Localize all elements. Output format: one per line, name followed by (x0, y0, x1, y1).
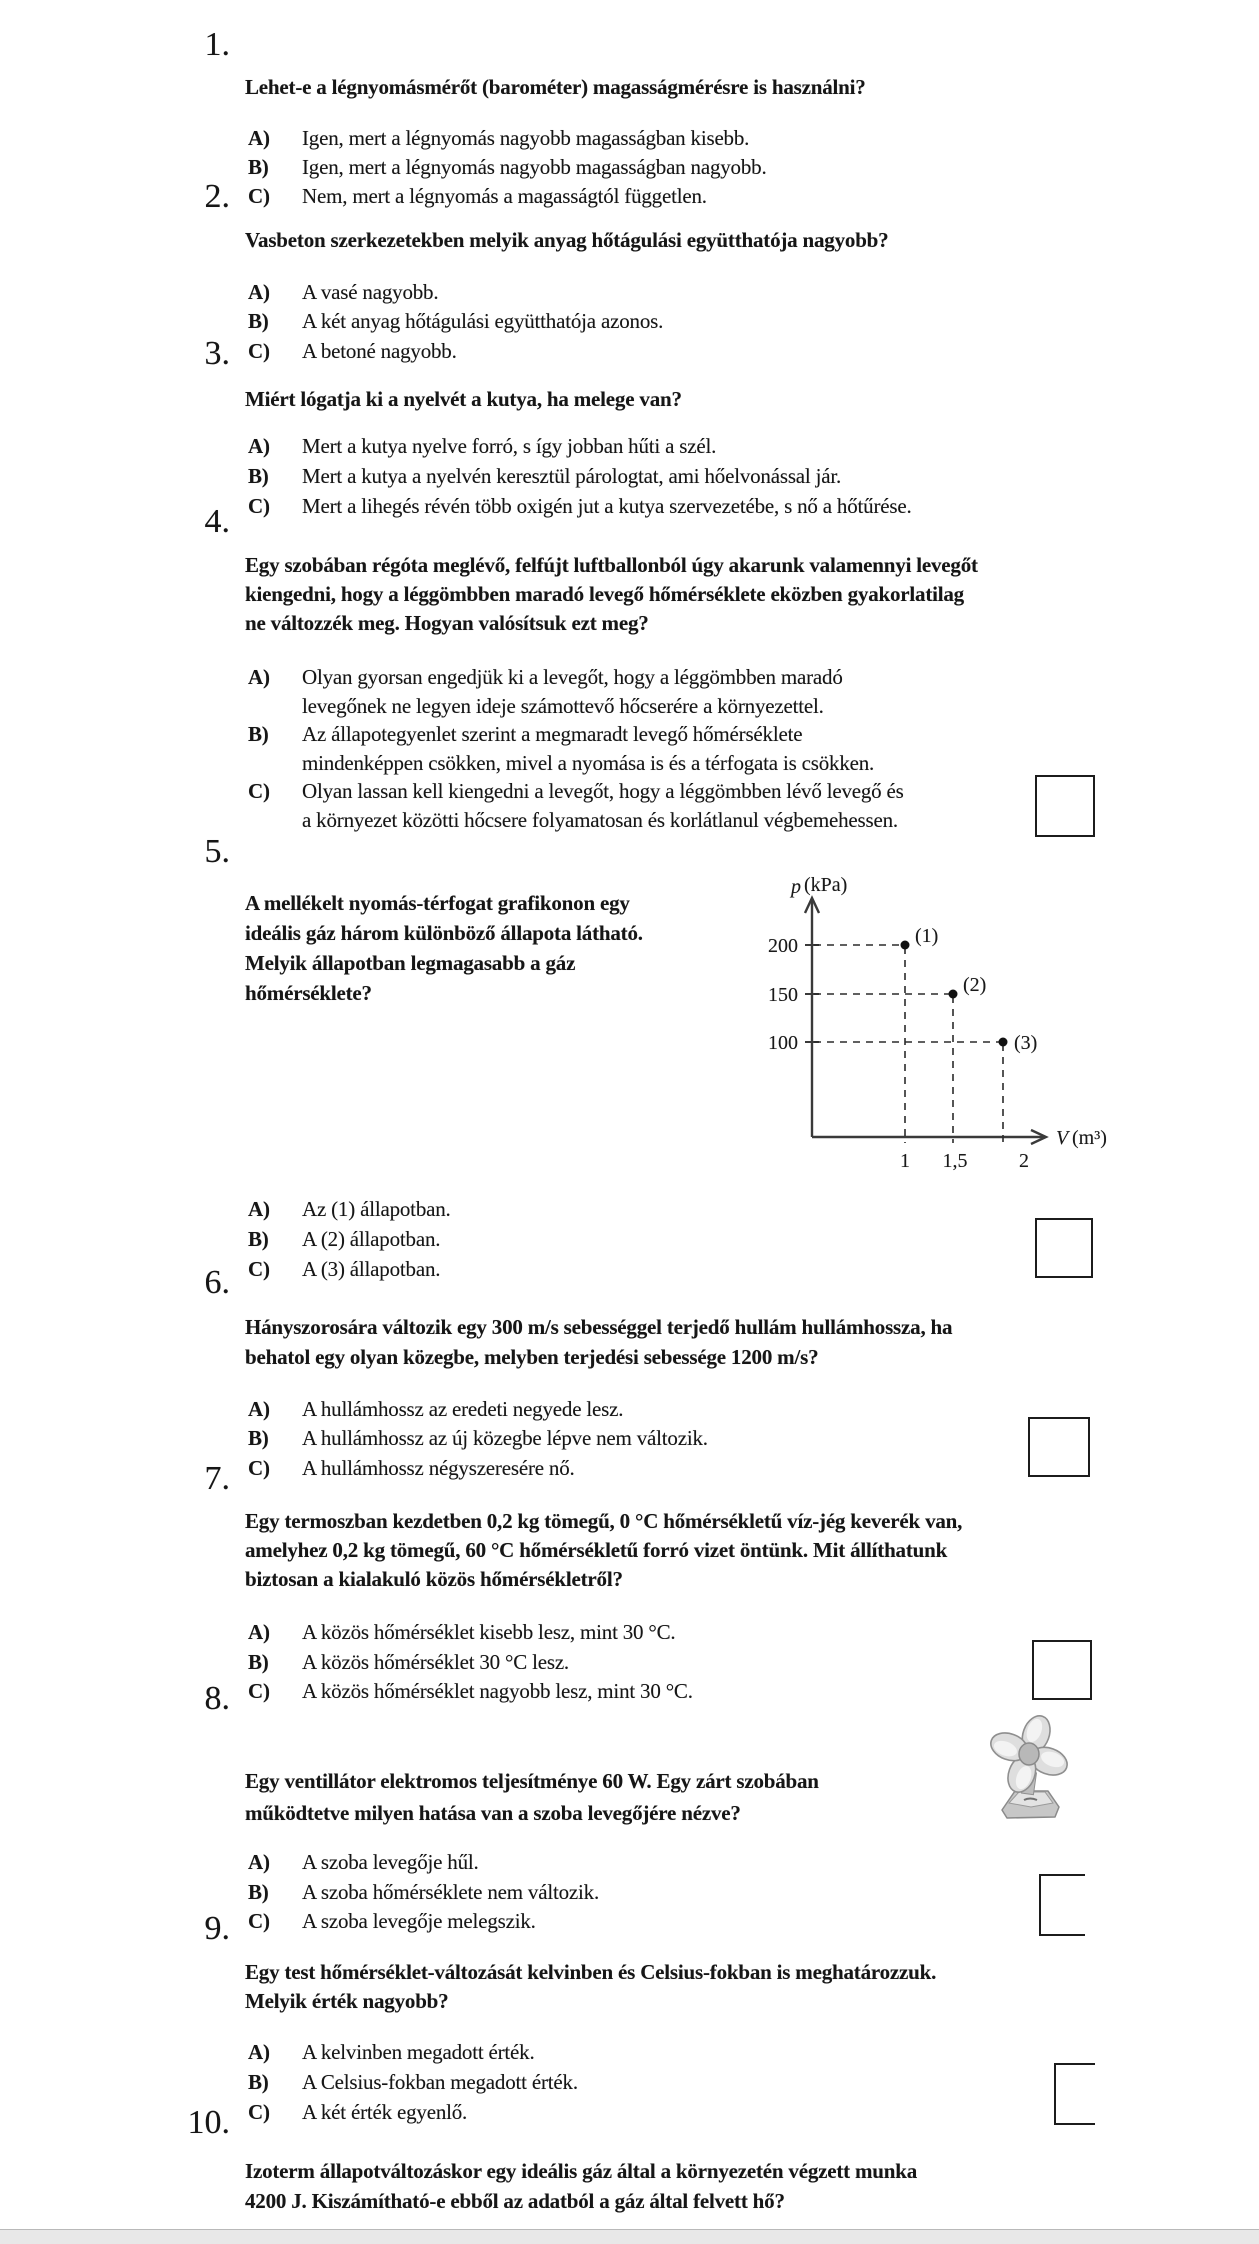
x-tick-label: 1 (900, 1150, 910, 1172)
option-row (248, 124, 749, 153)
question-text (245, 1958, 936, 2016)
question-line: ne változzék meg. Hogyan valósítsuk ezt meg? (245, 611, 649, 635)
point-label: (3) (1014, 1032, 1038, 1054)
question-line: Egy ventillátor elektromos teljesítménye 60 W. Egy zárt szobában (245, 1769, 819, 1793)
option-letter: A) (248, 2040, 270, 2064)
question-text (245, 225, 888, 255)
option-letter: A) (248, 1197, 270, 1221)
option-row (248, 492, 912, 521)
question-line: Melyik állapotban legmagasabb a gáz (245, 951, 576, 975)
option-text: A hullámhossz az eredeti negyede lesz. (302, 1397, 624, 1421)
page-bottom-scan-edge (0, 2229, 1259, 2244)
option-letter: C) (248, 1679, 270, 1703)
question-number: 10. (187, 2104, 230, 2141)
option-letter: A) (248, 434, 270, 458)
answer-box (1035, 1218, 1093, 1278)
option-row (248, 720, 874, 778)
option-row (248, 2068, 578, 2097)
question-text (245, 1312, 952, 1372)
option-letter: B) (248, 1426, 269, 1450)
x-tick-label: 2 (1019, 1150, 1029, 1172)
option-row (248, 1454, 575, 1483)
option-text: A Celsius-fokban megadott érték. (302, 2070, 578, 2094)
option-text: A közös hőmérséklet 30 °C lesz. (302, 1650, 569, 1674)
option-text: A hullámhossz négyszeresére nő. (302, 1456, 575, 1480)
y-tick-label: 150 (768, 984, 798, 1006)
option-text: A (2) állapotban. (302, 1227, 441, 1251)
option-letter: A) (248, 1620, 270, 1644)
question-line: kiengedni, hogy a léggömbben maradó levegő hőmérséklete eközben gyakorlatilag (245, 582, 964, 606)
option-line: Olyan lassan kell kiengedni a levegőt, hogy a léggömbben lévő levegő és (302, 779, 904, 803)
question-text (245, 72, 866, 102)
option-text: Az (1) állapotban. (302, 1197, 451, 1221)
option-letter: B) (248, 309, 269, 333)
question-line: működtetve milyen hatása van a szoba levegőjére nézve? (245, 1801, 741, 1825)
option-row (248, 153, 767, 182)
question-number: 3. (204, 335, 230, 372)
option-text: Nem, mert a légnyomás a magasságtól független. (302, 184, 707, 208)
question-number: 1. (204, 26, 230, 63)
answer-box (1054, 2063, 1095, 2125)
option-letter: B) (248, 1880, 269, 1904)
data-point-3 (999, 1038, 1008, 1047)
question-number: 5. (204, 833, 230, 870)
option-text (302, 720, 874, 778)
option-letter: C) (248, 779, 270, 803)
option-text: A (3) állapotban. (302, 1257, 441, 1281)
question-line: 4200 J. Kiszámítható-e ebből az adatból a gáz által felvett hő? (245, 2189, 785, 2213)
option-text: A közös hőmérséklet nagyobb lesz, mint 30 °C. (302, 1679, 693, 1703)
answer-box (1035, 775, 1095, 837)
option-text: Igen, mert a légnyomás nagyobb magasságban kisebb. (302, 126, 750, 150)
question-text (245, 888, 643, 1008)
question-line: biztosan a kialakuló közös hőmérsékletről? (245, 1567, 623, 1591)
answer-box (1028, 1417, 1090, 1477)
option-row (248, 1195, 451, 1224)
answer-box (1039, 1874, 1085, 1936)
question-text (245, 551, 978, 638)
question-line: Izoterm állapotváltozáskor egy ideális gáz által a környezetén végzett munka (245, 2159, 918, 2183)
question-line: Egy test hőmérséklet-változását kelvinben és Celsius-fokban is meghatározzuk. (245, 1960, 937, 1984)
option-row (248, 2098, 467, 2127)
question-number: 8. (204, 1680, 230, 1717)
option-text: Mert a lihegés révén több oxigén jut a kutya szervezetébe, s nő a hőtűrése. (302, 494, 912, 518)
question-text (245, 2156, 917, 2216)
question-number: 9. (204, 1910, 230, 1947)
option-row (248, 182, 707, 211)
question-text (245, 1507, 962, 1594)
option-line: Az állapotegyenlet szerint a megmaradt levegő hőmérséklete (302, 722, 803, 746)
option-text: Mert a kutya nyelve forró, s így jobban hűti a szél. (302, 434, 717, 458)
option-letter: B) (248, 2070, 269, 2094)
option-row (248, 1395, 623, 1424)
option-row (248, 337, 457, 366)
v-axis-unit: (m³) (1072, 1127, 1107, 1149)
option-letter: A) (248, 280, 270, 304)
fan-image (984, 1708, 1074, 1824)
option-row (248, 777, 904, 835)
x-tick-label: 1,5 (942, 1150, 968, 1172)
option-text: A kelvinben megadott érték. (302, 2040, 535, 2064)
question-line: Lehet-e a légnyomásmérőt (barométer) magasságmérésre is használni? (245, 75, 866, 99)
p-axis-unit: (kPa) (804, 874, 848, 896)
question-number: 7. (204, 1460, 230, 1497)
question-line: amelyhez 0,2 kg tömegű, 60 °C hőmérsékletű forró vizet öntünk. Mit állíthatunk (245, 1538, 948, 1562)
option-text: A közös hőmérséklet kisebb lesz, mint 30 °C. (302, 1620, 676, 1644)
question-line: ideális gáz három különböző állapota látható. (245, 921, 643, 945)
option-letter: B) (248, 1650, 269, 1674)
option-text: A szoba levegője hűl. (302, 1850, 479, 1874)
data-point-2 (949, 990, 958, 999)
option-text: A betoné nagyobb. (302, 339, 457, 363)
option-letter: C) (248, 494, 270, 518)
option-line: levegőnek ne legyen ideje számottevő hőcserére a környezettel. (302, 694, 824, 718)
data-point-1 (901, 941, 910, 950)
option-text: A vasé nagyobb. (302, 280, 439, 304)
option-letter: B) (248, 464, 269, 488)
option-letter: C) (248, 1456, 270, 1480)
option-letter: B) (248, 1227, 269, 1251)
option-text: A szoba hőmérséklete nem változik. (302, 1880, 600, 1904)
option-text: Mert a kutya a nyelvén keresztül párologtat, ami hőelvonással jár. (302, 464, 842, 488)
option-letter: A) (248, 1397, 270, 1421)
option-line: a környezet közötti hőcsere folyamatosan és korlátlanul végbemehessen. (302, 808, 898, 832)
v-axis-symbol: V (1056, 1127, 1069, 1149)
y-tick-label: 100 (768, 1032, 798, 1054)
point-label: (1) (915, 925, 939, 947)
option-letter: C) (248, 1257, 270, 1281)
option-text: A hullámhossz az új közegbe lépve nem változik. (302, 1426, 708, 1450)
option-letter: A) (248, 665, 270, 689)
option-line: mindenképpen csökken, mivel a nyomása is és a térfogata is csökken. (302, 751, 875, 775)
option-row (248, 1907, 536, 1936)
question-line: A mellékelt nyomás-térfogat grafikonon egy (245, 891, 630, 915)
question-number: 6. (204, 1264, 230, 1301)
option-text: A két érték egyenlő. (302, 2100, 468, 2124)
option-row (248, 278, 438, 307)
y-tick-label: 200 (768, 935, 798, 957)
point-label: (2) (963, 974, 987, 996)
question-number: 2. (204, 178, 230, 215)
answer-box (1032, 1640, 1092, 1700)
question-line: Egy termoszban kezdetben 0,2 kg tömegű, 0 °C hőmérsékletű víz-jég keverék van, (245, 1509, 963, 1533)
option-row (248, 1848, 479, 1877)
option-row (248, 1878, 599, 1907)
question-line: behatol egy olyan közegbe, melyben terjedési sebessége 1200 m/s? (245, 1345, 819, 1369)
p-axis-symbol: p (791, 876, 801, 898)
option-letter: A) (248, 1850, 270, 1874)
option-text (302, 777, 904, 835)
question-text (245, 1765, 819, 1829)
option-row (248, 663, 843, 721)
question-line: hőmérséklete? (245, 981, 372, 1005)
option-row (248, 2038, 535, 2067)
option-letter: C) (248, 184, 270, 208)
option-row (248, 1618, 675, 1647)
question-line: Vasbeton szerkezetekben melyik anyag hőtágulási együtthatója nagyobb? (245, 228, 889, 252)
question-line: Egy szobában régóta meglévő, felfújt luftballonból úgy akarunk valamennyi levegőt (245, 553, 978, 577)
question-line: Hányszorosára változik egy 300 m/s sebességgel terjedő hullám hullámhossza, ha (245, 1315, 953, 1339)
option-letter: B) (248, 155, 269, 179)
question-line: Melyik érték nagyobb? (245, 1989, 449, 2013)
option-row (248, 1255, 440, 1284)
option-text (302, 663, 843, 721)
option-row (248, 1648, 569, 1677)
question-text (245, 384, 682, 414)
pv-graph (730, 860, 1160, 1190)
question-line: Miért lógatja ki a nyelvét a kutya, ha melege van? (245, 387, 682, 411)
option-letter: C) (248, 339, 270, 363)
option-text: A két anyag hőtágulási együtthatója azonos. (302, 309, 664, 333)
option-letter: B) (248, 722, 269, 746)
question-number: 4. (204, 503, 230, 540)
option-letter: C) (248, 2100, 270, 2124)
option-letter: C) (248, 1909, 270, 1933)
option-text: Igen, mert a légnyomás nagyobb magasságban nagyobb. (302, 155, 767, 179)
option-row (248, 1424, 708, 1453)
option-row (248, 1225, 440, 1254)
option-line: Olyan gyorsan engedjük ki a levegőt, hogy a léggömbben maradó (302, 665, 843, 689)
option-row (248, 432, 716, 461)
option-letter: A) (248, 126, 270, 150)
option-text: A szoba levegője melegszik. (302, 1909, 536, 1933)
option-row (248, 1677, 693, 1706)
option-row (248, 307, 663, 336)
option-row (248, 462, 841, 491)
